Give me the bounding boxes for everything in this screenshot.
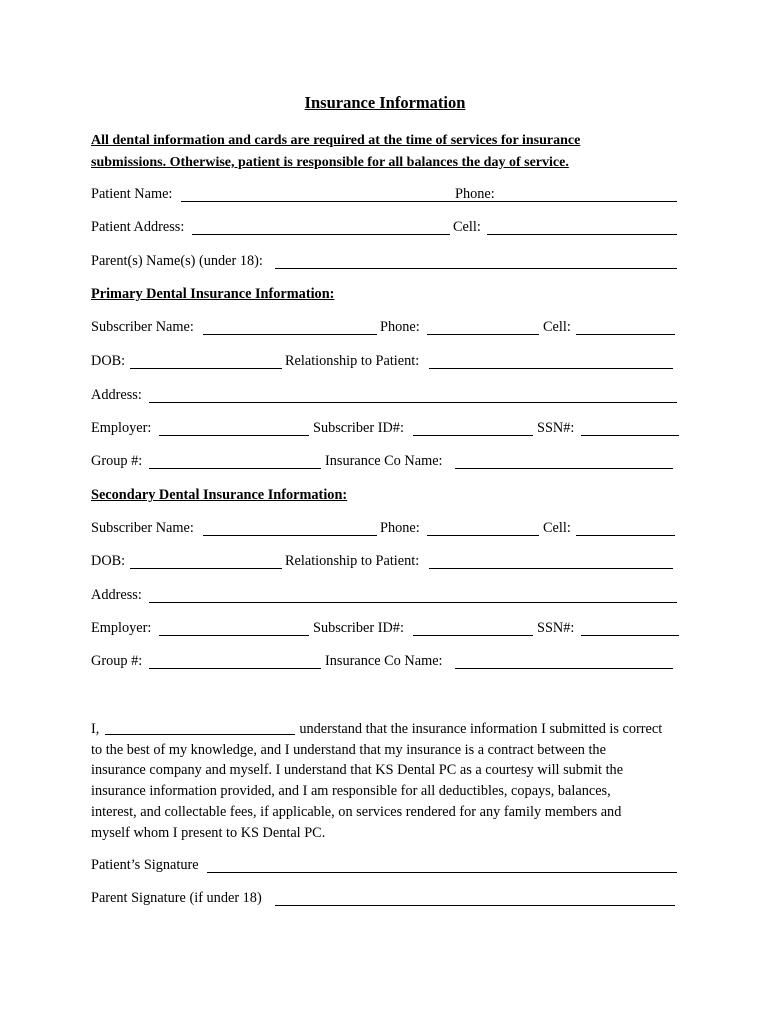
- secondary-employer-field[interactable]: [159, 635, 309, 636]
- primary-cell-field[interactable]: [576, 334, 675, 335]
- parents-name-row: [91, 254, 677, 272]
- acknowledgement-line-1: [91, 719, 691, 740]
- secondary-phone-label: Phone:: [380, 520, 420, 536]
- primary-heading-row: [91, 287, 677, 305]
- primary-group-row: [91, 454, 677, 472]
- primary-address-row: [91, 388, 677, 406]
- patient-address-row: [91, 220, 677, 238]
- primary-group-field[interactable]: [149, 468, 321, 469]
- patient-cell-label: Cell:: [453, 219, 481, 235]
- secondary-subscriber-id-field[interactable]: [413, 635, 533, 636]
- acknowledgement-line-4: insurance information provided, and I am responsible for all deductibles, copays, balances,: [91, 783, 611, 800]
- parents-name-field[interactable]: [275, 268, 677, 269]
- primary-employer-field[interactable]: [159, 435, 309, 436]
- primary-employer-label: Employer:: [91, 420, 152, 436]
- primary-address-label: Address:: [91, 387, 142, 403]
- parent-signature-label: Parent Signature (if under 18): [91, 890, 262, 906]
- parent-signature-field[interactable]: [275, 905, 675, 906]
- primary-subscriber-row: [91, 320, 677, 338]
- primary-cell-label: Cell:: [543, 319, 571, 335]
- parent-signature-row: [91, 891, 677, 909]
- secondary-ssn-field[interactable]: [581, 635, 679, 636]
- parents-name-label: Parent(s) Name(s) (under 18):: [91, 253, 263, 269]
- primary-phone-field[interactable]: [427, 334, 539, 335]
- acknowledgement-name-field[interactable]: [105, 719, 295, 735]
- secondary-heading-row: [91, 488, 677, 506]
- notice-line-1: All dental information and cards are required at the time of services for insurance: [91, 133, 581, 148]
- primary-subscriber-name-label: Subscriber Name:: [91, 319, 194, 335]
- secondary-address-row: [91, 588, 677, 606]
- secondary-ssn-label: SSN#:: [537, 620, 575, 636]
- secondary-insurance-co-label: Insurance Co Name:: [325, 653, 443, 669]
- primary-ssn-label: SSN#:: [537, 420, 575, 436]
- primary-subscriber-name-field[interactable]: [203, 334, 377, 335]
- patient-name-label: Patient Name:: [91, 186, 173, 202]
- primary-group-label: Group #:: [91, 453, 143, 469]
- secondary-address-label: Address:: [91, 587, 142, 603]
- secondary-dob-field[interactable]: [130, 568, 282, 569]
- patient-signature-row: [91, 858, 677, 876]
- acknowledgement-line-6: myself whom I present to KS Dental PC.: [91, 824, 326, 841]
- patient-phone-label: Phone:: [455, 186, 495, 202]
- primary-dob-label: DOB:: [91, 353, 126, 369]
- secondary-relationship-label: Relationship to Patient:: [285, 553, 420, 569]
- primary-phone-label: Phone:: [380, 319, 420, 335]
- patient-address-field[interactable]: [192, 234, 450, 235]
- secondary-subscriber-name-field[interactable]: [203, 535, 377, 536]
- primary-relationship-field[interactable]: [429, 368, 673, 369]
- acknowledgement-prefix: I,: [91, 721, 100, 737]
- secondary-group-label: Group #:: [91, 653, 143, 669]
- acknowledgement-line-1-rest: understand that the insurance information I submitted is correct: [299, 721, 663, 737]
- secondary-group-field[interactable]: [149, 668, 321, 669]
- primary-ssn-field[interactable]: [581, 435, 679, 436]
- secondary-phone-field[interactable]: [427, 535, 539, 536]
- secondary-dob-label: DOB:: [91, 553, 126, 569]
- secondary-insurance-heading: Secondary Dental Insurance Information:: [91, 487, 348, 503]
- notice-line-2: submissions. Otherwise, patient is responsible for all balances the day of service.: [91, 154, 569, 170]
- secondary-employer-label: Employer:: [91, 620, 152, 636]
- secondary-insurance-co-field[interactable]: [455, 668, 673, 669]
- secondary-subscriber-row: [91, 521, 677, 539]
- primary-address-field[interactable]: [149, 402, 677, 403]
- primary-subscriber-id-field[interactable]: [413, 435, 533, 436]
- secondary-dob-row: [91, 554, 677, 572]
- notice-text: [91, 130, 691, 173]
- patient-phone-field[interactable]: [501, 201, 677, 202]
- primary-relationship-label: Relationship to Patient:: [285, 353, 420, 369]
- acknowledgement-line-5: interest, and collectable fees, if applicable, on services rendered for any family members and: [91, 803, 622, 820]
- patient-name-row: [91, 187, 677, 205]
- secondary-relationship-field[interactable]: [429, 568, 673, 569]
- patient-address-label: Patient Address:: [91, 219, 185, 235]
- secondary-employer-row: [91, 621, 677, 639]
- secondary-subscriber-name-label: Subscriber Name:: [91, 520, 194, 536]
- primary-insurance-heading: Primary Dental Insurance Information:: [91, 286, 335, 302]
- page-title: Insurance Information: [304, 93, 466, 112]
- primary-dob-row: [91, 354, 677, 372]
- primary-subscriber-id-label: Subscriber ID#:: [313, 420, 404, 436]
- secondary-address-field[interactable]: [149, 602, 677, 603]
- primary-insurance-co-label: Insurance Co Name:: [325, 453, 443, 469]
- secondary-group-row: [91, 654, 677, 672]
- patient-cell-field[interactable]: [487, 234, 677, 235]
- patient-signature-label: Patient’s Signature: [91, 857, 199, 873]
- primary-dob-field[interactable]: [130, 368, 282, 369]
- secondary-subscriber-id-label: Subscriber ID#:: [313, 620, 404, 636]
- acknowledgement-line-3: insurance company and myself. I understand that KS Dental PC as a courtesy will submit the: [91, 762, 624, 779]
- acknowledgement-line-2: to the best of my knowledge, and I understand that my insurance is a contract between the: [91, 741, 606, 758]
- primary-insurance-co-field[interactable]: [455, 468, 673, 469]
- acknowledgement-paragraph: [91, 719, 691, 843]
- patient-signature-field[interactable]: [207, 872, 677, 873]
- secondary-cell-field[interactable]: [576, 535, 675, 536]
- secondary-cell-label: Cell:: [543, 520, 571, 536]
- primary-employer-row: [91, 421, 677, 439]
